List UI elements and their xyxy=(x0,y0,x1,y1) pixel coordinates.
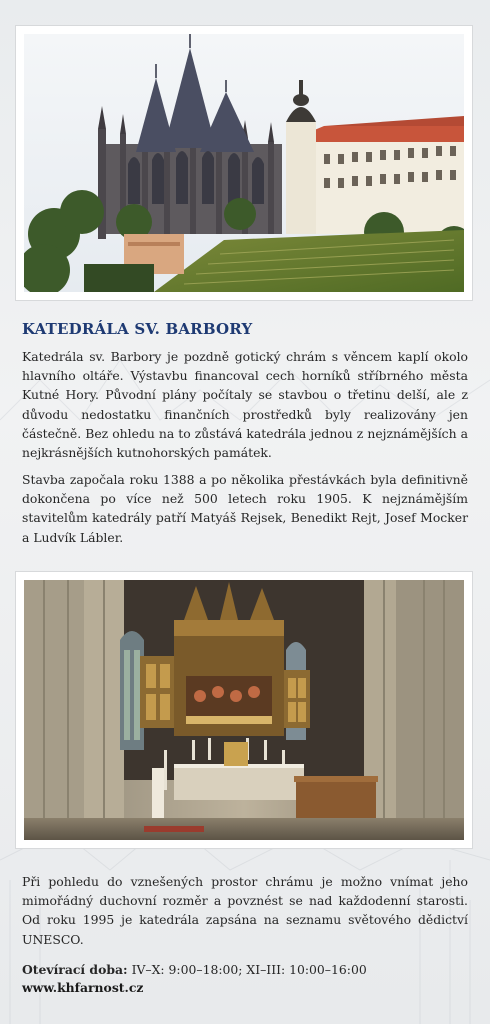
opening-hours xyxy=(22,960,468,979)
paragraph-history: Katedrála sv. Barbory je pozdně gotický chrám s věncem kaplí okolo hlavního oltáře. Výstavbu financoval cech horníků stříbrného města Kutné Hory. Původní plány počítaly se stavbou o třetinu delší, ale z důvodu nedostatku finančních prostředků byly realizovány jen částečně. Bez ohledu na to zůstává katedrála jednou z nejznámějších a nejkrásnějších kutnohorských památek. xyxy=(22,349,468,461)
opening-hours-value: IV–X: 9:00–18:00; XI–III: 10:00–16:00 xyxy=(131,962,367,977)
exterior-photo-frame xyxy=(16,26,472,300)
cathedral-exterior-photo xyxy=(24,34,464,292)
website-link[interactable]: www.khfarnost.cz xyxy=(22,980,144,995)
cathedral-interior-altar-photo xyxy=(24,580,464,840)
paragraph-construction: Stavba započala roku 1388 a po několika přestávkách byla definitivně dokončena po více než 500 letech roku 1905. K nejznámějším stavitelům katedrály patří Matyáš Rejsek, Benedikt Rejt, Josef Mocker a Ludvík Lábler. xyxy=(22,472,468,545)
opening-hours-label: Otevírací doba: xyxy=(22,962,128,977)
paragraph-unesco: Při pohledu do vznešených prostor chrámu je možno vnímat jeho mimořádný duchovní rozměr a povznést se nad každodenní starosti. Od roku 1995 je katedrála zapsána na seznamu světového dědictví UNESCO. xyxy=(22,874,468,947)
section-title: KATEDRÁLA SV. BARBORY xyxy=(22,320,253,338)
interior-photo-frame xyxy=(16,572,472,848)
